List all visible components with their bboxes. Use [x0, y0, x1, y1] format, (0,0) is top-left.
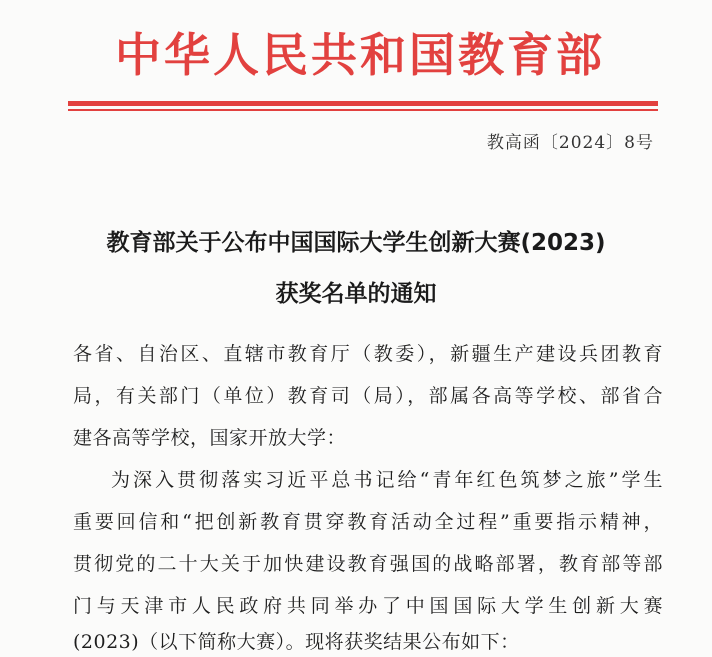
body-line-4: 门与天津市人民政府共同举办了中国国际大学生创新大赛	[73, 595, 663, 617]
notice-title-line-1: 教育部关于公布中国国际大学生创新大赛(2023)	[106, 230, 606, 256]
masthead-rule-thin	[68, 109, 658, 111]
document-number: 教高函〔2024〕8号	[486, 133, 654, 153]
addressee-line-1: 各省、自治区、直辖市教育厅（教委），新疆生产建设兵团教育	[73, 343, 663, 365]
body-line-1: 为深入贯彻落实习近平总书记给“青年红色筑梦之旅”学生	[111, 469, 663, 491]
notice-title-line-2: 获奖名单的通知	[275, 281, 437, 307]
body-line-2: 重要回信和“把创新教育贯穿教育活动全过程”重要指示精神，	[73, 511, 663, 533]
masthead-rule-thick	[68, 101, 658, 106]
addressee-line-3: 建各高等学校，国家开放大学：	[73, 427, 347, 449]
body-line-5: (2023)（以下简称大赛）。现将获奖结果公布如下：	[73, 631, 520, 653]
addressee-line-2: 局，有关部门（单位）教育司（局），部属各高等学校、部省合	[73, 385, 663, 407]
issuing-agency-masthead: 中华人民共和国教育部	[115, 28, 605, 82]
body-line-3: 贯彻党的二十大关于加快建设教育强国的战略部署，教育部等部	[73, 553, 663, 575]
